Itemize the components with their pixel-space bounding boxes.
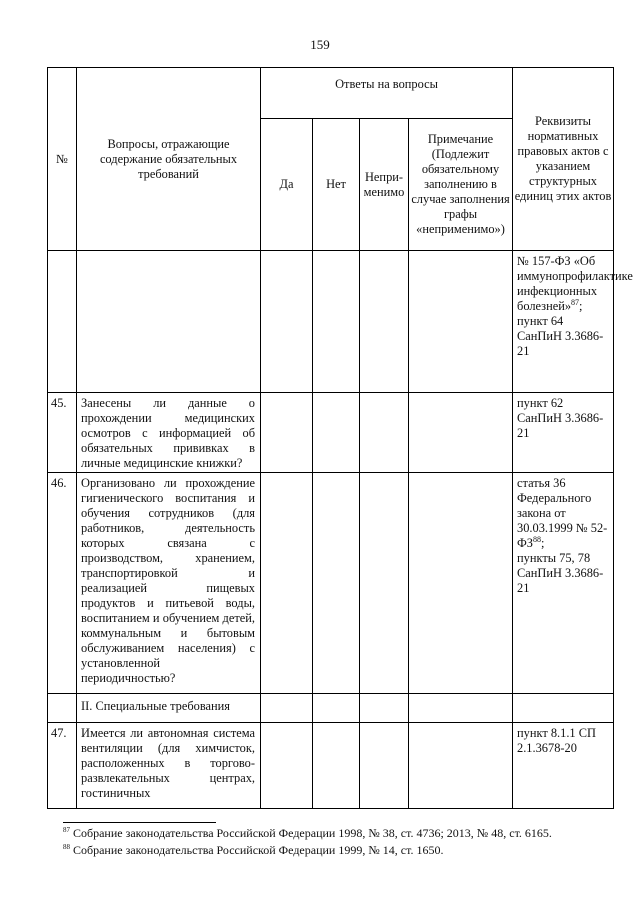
section-row	[48, 694, 614, 723]
cell-yes[interactable]	[261, 251, 313, 393]
table-row-continued	[48, 251, 614, 393]
cell-no[interactable]	[313, 473, 360, 694]
cell-not-applicable[interactable]	[360, 251, 409, 393]
footnote-text: Собрание законодательства Российской Федерации 1998, № 38, ст. 4736; 2013, № 48, ст. 6165.	[70, 826, 552, 840]
cell-note[interactable]	[409, 473, 513, 694]
row-number: 47.	[48, 723, 77, 809]
question-text: Занесены ли данные о прохождении медицинских осмотров с информацией об обязательных прививках в личные медицинские книжки?	[77, 393, 261, 473]
row-number: 45.	[48, 393, 77, 473]
cell-num	[48, 694, 77, 723]
cell-yes	[261, 694, 313, 723]
row-number: 46.	[48, 473, 77, 694]
question-text: Имеется ли автономная система вентиляции (для химчисток, расположенных в торгово-развлекательных центрах, гостиничных	[77, 723, 261, 809]
table-row-46	[48, 473, 614, 694]
table-row-45	[48, 393, 614, 473]
question-text: Организовано ли прохождение гигиенического воспитания и обучения сотрудников (для работников, деятельность которых связана с производством, хранением, транспортировкой и реализацией пищевых продуктов и питьевой воды, воспитанием и обучением детей, коммунальным и бытовым обслуживанием населения) с установленной периодичностью?	[77, 473, 261, 694]
header-answers-group: Ответы на вопросы	[261, 68, 513, 119]
cell-note[interactable]	[409, 393, 513, 473]
footnote-87	[63, 826, 623, 841]
requisite-punct: ;	[541, 536, 545, 550]
cell-not-applicable[interactable]	[360, 723, 409, 809]
requisite-text-2: пункт 64 СанПиН 3.3686-21	[517, 314, 604, 358]
requisite-text: пункт 8.1.1 СП 2.1.3678-20	[513, 723, 614, 809]
requisite-text-2: пункты 75, 78 СанПиН 3.3686-21	[517, 551, 604, 595]
header-questions: Вопросы, отражающие содержание обязательных требований	[77, 68, 261, 251]
footnote-88	[63, 843, 623, 858]
cell-question	[77, 251, 261, 393]
footnote-mark: 87	[63, 826, 70, 834]
cell-not-applicable[interactable]	[360, 473, 409, 694]
cell-no	[313, 694, 360, 723]
header-requisites: Реквизиты нормативных правовых актов с указанием структурных единиц этих актов	[513, 68, 614, 251]
header-yes: Да	[261, 119, 313, 251]
cell-yes[interactable]	[261, 473, 313, 694]
cell-requisites	[513, 251, 633, 393]
header-num: №	[48, 68, 77, 251]
cell-not-applicable[interactable]	[360, 393, 409, 473]
cell-no[interactable]	[313, 251, 360, 393]
header-note: Примечание (Подлежит обязательному заполнению в случае заполнения графы «неприменимо»)	[409, 119, 513, 251]
footnote-separator	[63, 822, 216, 823]
footnote-ref-87: 87	[571, 297, 580, 307]
requisite-text: статья 36 Федерального закона от 30.03.1999 № 52-ФЗ	[517, 476, 608, 550]
footnote-text: Собрание законодательства Российской Федерации 1999, № 14, ст. 1650.	[70, 843, 444, 857]
cell-requisites	[513, 473, 614, 694]
cell-no[interactable]	[313, 723, 360, 809]
section-title: II. Специальные требования	[77, 694, 261, 723]
cell-note[interactable]	[409, 723, 513, 809]
requisite-punct: ;	[579, 299, 583, 313]
footnote-ref-88: 88	[533, 534, 542, 544]
requirements-table	[47, 67, 633, 809]
header-no: Нет	[313, 119, 360, 251]
cell-yes[interactable]	[261, 393, 313, 473]
requisite-text: пункт 62 СанПиН 3.3686-21	[513, 393, 614, 473]
cell-note[interactable]	[409, 251, 513, 393]
page-number: 159	[310, 37, 330, 52]
requisite-text: № 157-ФЗ «Об иммунопрофилактике инфекционных болезней»	[517, 254, 633, 313]
cell-yes[interactable]	[261, 723, 313, 809]
header-row-top	[48, 68, 614, 119]
cell-num	[48, 251, 77, 393]
cell-no[interactable]	[313, 393, 360, 473]
header-not-applicable: Непри-менимо	[360, 119, 409, 251]
cell-note	[409, 694, 513, 723]
footnote-mark: 88	[63, 843, 70, 851]
table-row-47	[48, 723, 614, 809]
cell-requisites	[513, 694, 614, 723]
cell-not-applicable	[360, 694, 409, 723]
